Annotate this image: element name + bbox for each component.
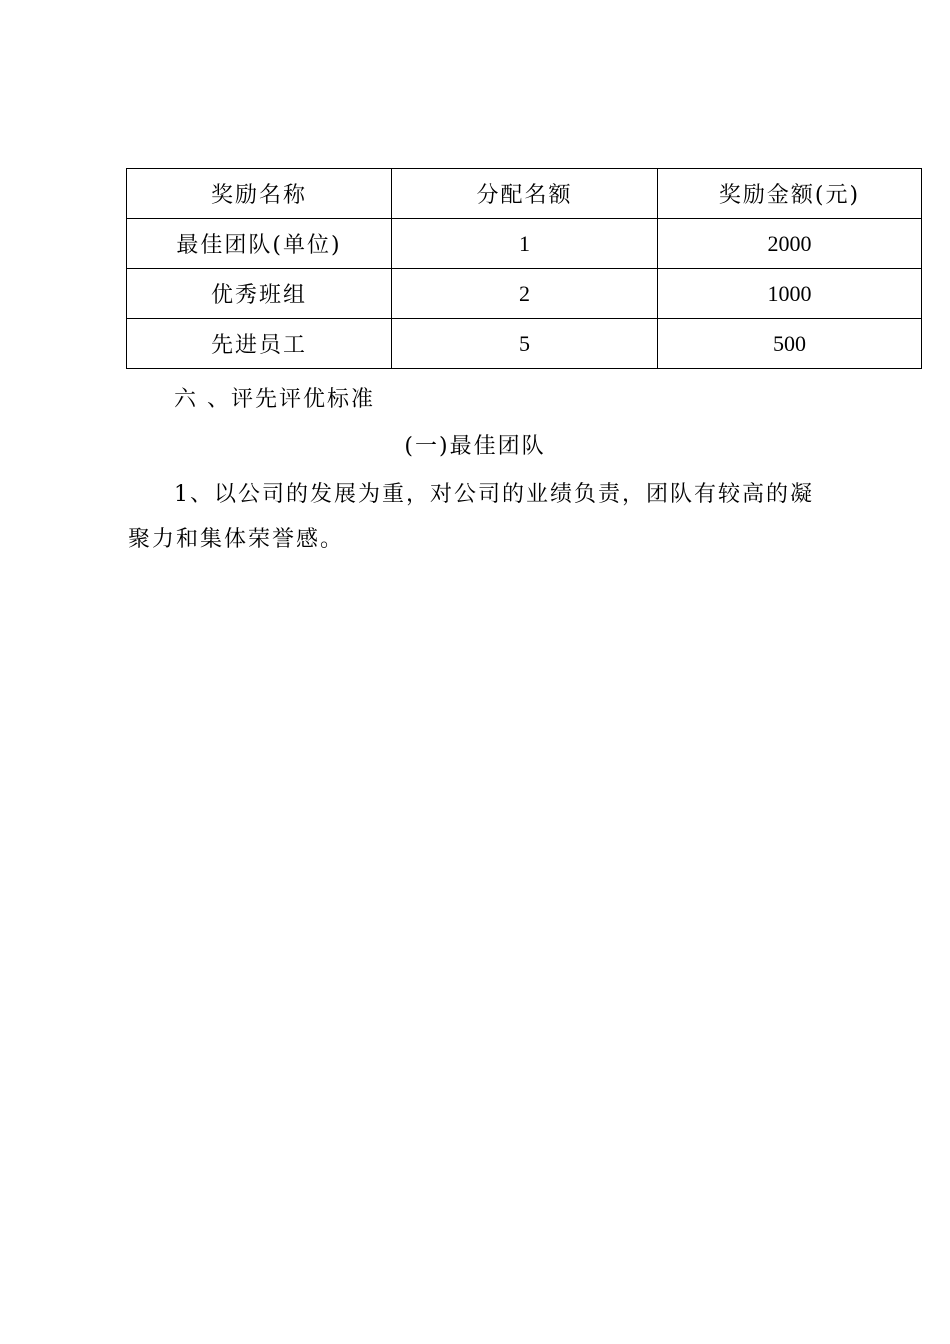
paragraph-line-2: 聚力和集体荣誉感。 — [128, 527, 345, 552]
cell-amount: 2000 — [658, 219, 922, 269]
header-cell-amount: 奖励金额(元) — [658, 169, 922, 219]
table-row — [127, 269, 922, 319]
table-row — [127, 319, 922, 369]
table-row — [127, 219, 922, 269]
sub-heading: (一)最佳团队 — [404, 434, 546, 459]
table-header-row — [127, 169, 922, 219]
cell-quota: 1 — [392, 219, 658, 269]
header-cell-quota: 分配名额 — [392, 169, 658, 219]
paragraph-line-1: 1、以公司的发展为重，对公司的业绩负责，团队有较高的凝 — [174, 482, 814, 507]
cell-quota: 2 — [392, 269, 658, 319]
section-heading: 六 、评先评优标准 — [174, 387, 375, 412]
cell-award-name: 最佳团队(单位) — [127, 219, 392, 269]
cell-award-name: 先进员工 — [127, 319, 392, 369]
cell-amount: 1000 — [658, 269, 922, 319]
award-table — [126, 168, 922, 369]
cell-award-name: 优秀班组 — [127, 269, 392, 319]
cell-amount: 500 — [658, 319, 922, 369]
header-cell-award-name: 奖励名称 — [127, 169, 392, 219]
cell-quota: 5 — [392, 319, 658, 369]
